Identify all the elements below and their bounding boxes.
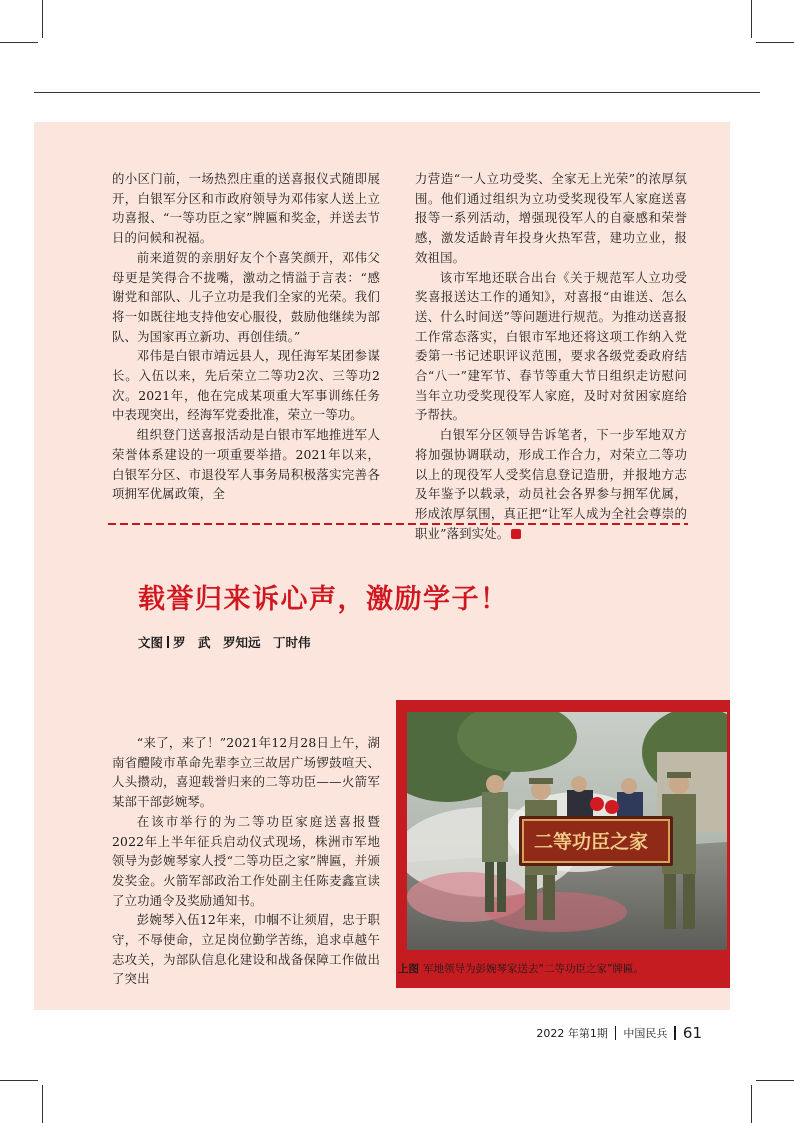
prev-article-right-column: [415, 169, 687, 543]
crop-mark: [756, 1080, 794, 1081]
plaque-text: 二等功臣之家: [533, 831, 649, 853]
byline-label: 文图: [138, 635, 164, 650]
paragraph: “来了，来了！”2021年12月28日上午，湖南省醴陵市革命先辈李立三故居广场锣鼓喧天、人头攒动，喜迎载誉归来的二等功臣——火箭军某部干部彭婉琴。: [112, 735, 380, 810]
paragraph: 的小区门前，一场热烈庄重的送喜报仪式随即展开，白银军分区和市政府领导为邓伟家人送上立功喜报、“一等功臣之家”牌匾和奖金，并送去节日的问候和祝福。: [112, 171, 380, 246]
issue-label: 2022 年第1期: [536, 1027, 608, 1040]
crop-mark: [0, 1080, 38, 1081]
magazine-name: 中国民兵: [623, 1027, 668, 1040]
header-rule: [34, 92, 760, 93]
caption-label: 上图: [398, 963, 419, 975]
byline-separator: [167, 636, 169, 648]
folio-separator: [615, 1026, 617, 1040]
crop-mark: [0, 42, 38, 43]
byline-authors: 罗 武 罗知远 丁时伟: [173, 635, 311, 650]
section-divider: [108, 523, 688, 525]
article-body-column: [112, 733, 380, 989]
prev-article-left-column: [112, 169, 380, 504]
paragraph: 邓伟是白银市靖远县人，现任海军某团参谋长。入伍以来，先后荣立二等功2次、三等功2次。2021年，他在完成某项重大军事训练任务中表现突出，经海军党委批准，荣立一等功。: [112, 348, 380, 423]
crop-mark: [42, 1085, 43, 1123]
paragraph: [415, 425, 687, 543]
page-folio: [536, 1024, 702, 1042]
paragraph: 在该市举行的为二等功臣家庭送喜报暨2022年上半年征兵启动仪式现场，株洲市军地领导为彭婉琴家人授“二等功臣之家”牌匾，并颁发奖金。火箭军部政治工作处副主任陈麦鑫宣读了立功通令及奖励通知书。: [112, 813, 380, 908]
paragraph: 前来道贺的亲朋好友个个喜笑颜开，邓伟父母更是笑得合不拢嘴，激动之情溢于言表：“感谢党和部队、儿子立功是我们全家的光荣。我们将一如既往地支持他安心服役，鼓励他继续为部队、为国家再立新功、再创佳绩。”: [112, 249, 380, 344]
end-mark-icon: [511, 529, 521, 539]
paragraph: 该市军地还联合出台《关于规范军人立功受奖喜报送达工作的通知》，对喜报“由谁送、怎么送、什么时间送”等问题进行规范。为推动送喜报工作常态落实，白银市军地还将这项工作纳入党委第一书记述职评议范围，要求各级党委政府结合“八一”建军节、春节等重大节日组织走访慰问当年立功受奖现役军人家庭，及时对贫困家庭给予帮扶。: [415, 269, 687, 423]
article-title: 载誉归来诉心声，激励学子！: [138, 584, 509, 615]
article-photo: [407, 712, 727, 950]
paragraph-text: 白银军分区领导告诉笔者，下一步军地双方将加强协调联动，形成工作合力，对荣立二等功以上的现役军人受奖信息登记造册，并报地方志及年鉴予以载录，动员社会各界参与拥军优属，形成浓厚氛围，真正把“让军人成为全社会尊崇的职业”落到实处。: [415, 427, 687, 541]
crop-mark: [756, 42, 794, 43]
paragraph: 力营造“一人立功受奖、全家无上光荣”的浓厚氛围。他们通过组织为立功受奖现役军人家庭送喜报等一系列活动，增强现役军人的自豪感和荣誉感，激发适龄青年投身火热军营，建功立业，报效祖国。: [415, 171, 687, 265]
crop-mark: [42, 0, 43, 38]
byline: [138, 633, 311, 651]
page-number: 61: [682, 1024, 702, 1042]
paragraph: 彭婉琴入伍12年来，巾帼不让须眉，忠于职守，不辱使命，立足岗位勤学苦练，追求卓越午志攻关，为部队信息化建设和战备保障工作做出了突出: [112, 912, 380, 987]
folio-separator: [674, 1026, 676, 1040]
crop-mark: [751, 1085, 752, 1123]
paragraph: 组织登门送喜报活动是白银市军地推进军人荣誉体系建设的一项重要举措。2021年以来，白银军分区、市退役军人事务局积极落实完善各项拥军优属政策，全: [112, 427, 380, 502]
photo-caption: [398, 961, 644, 976]
caption-text: 军地领导为彭婉琴家送去“二等功臣之家”牌匾。: [423, 963, 644, 975]
crop-mark: [751, 0, 752, 38]
